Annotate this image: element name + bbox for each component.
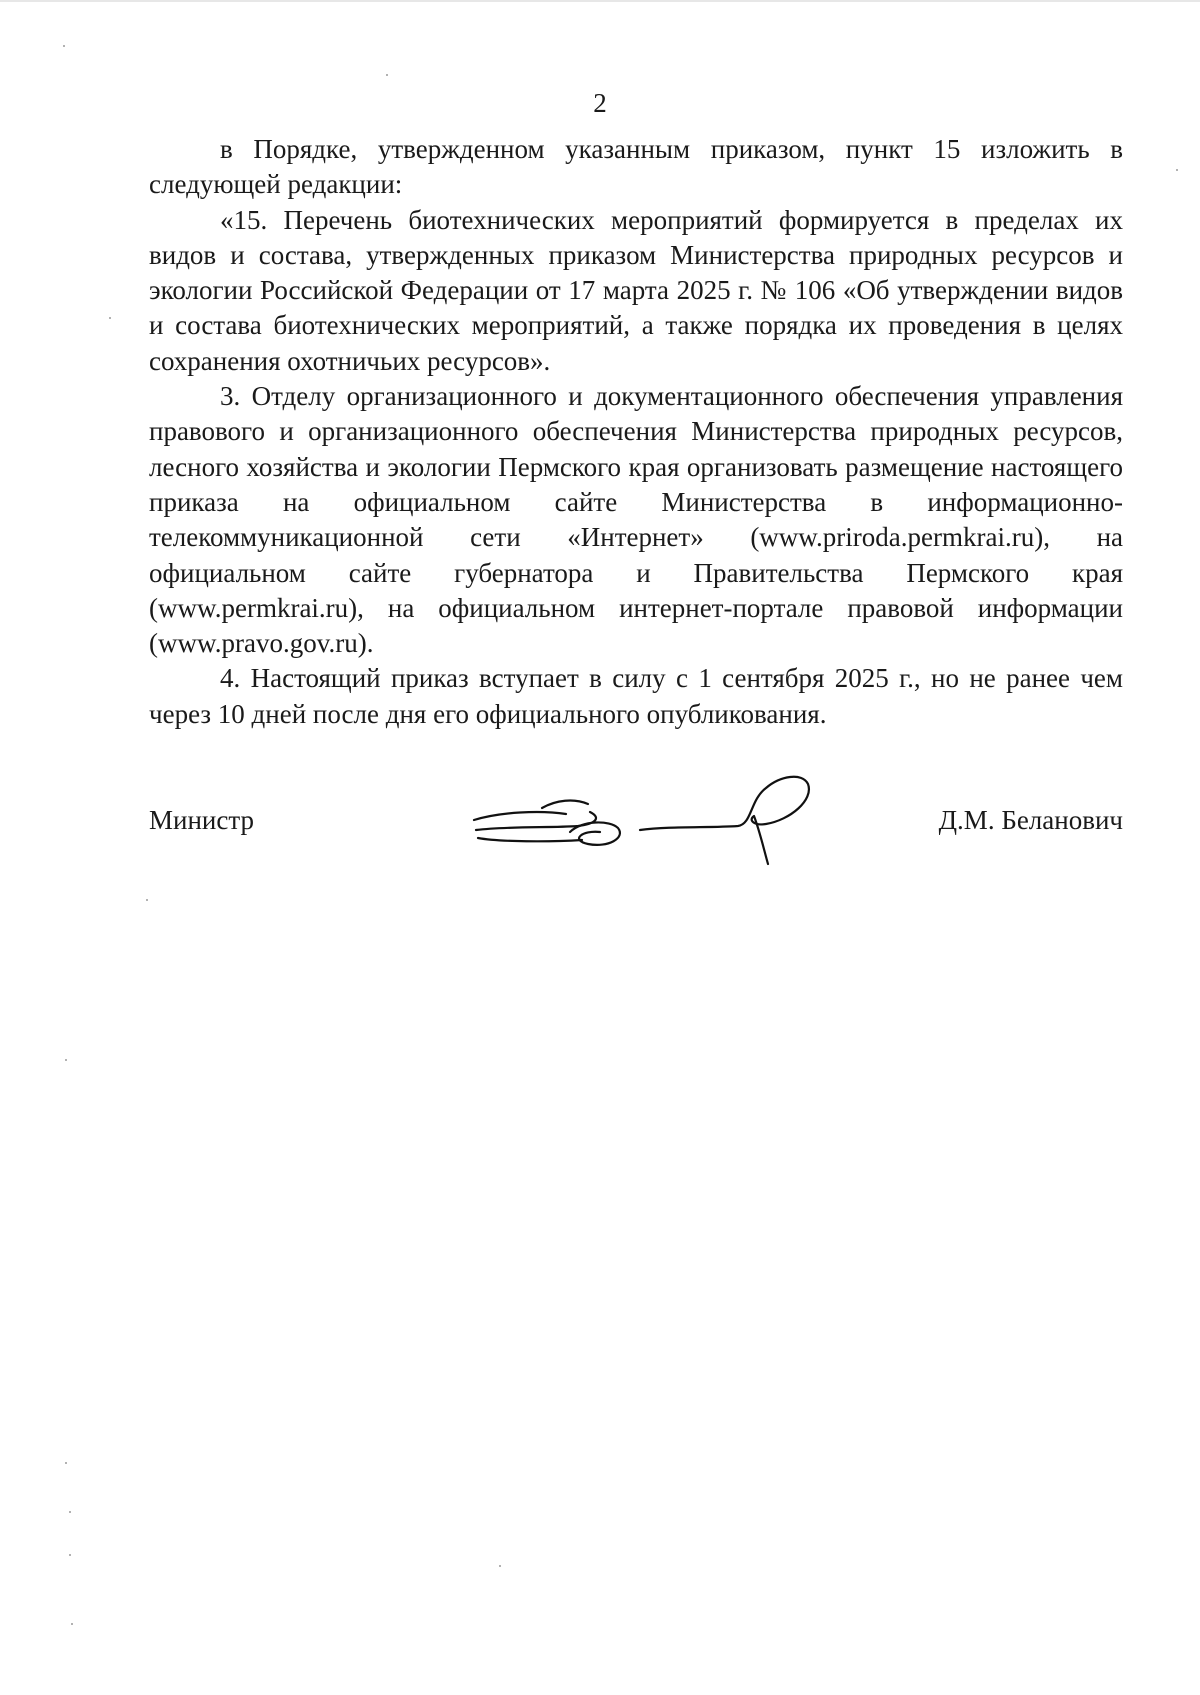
paragraph-item-4: 4. Настоящий приказ вступает в силу с 1 сентября 2025 г., но не ранее чем через 10 дней после дня его официального опубликования.	[149, 663, 1123, 729]
paragraph-order-amendment: в Порядке, утвержденном указанным приказом, пункт 15 изложить в следующей редакции:	[149, 134, 1123, 200]
signer-title: Министр	[149, 805, 254, 835]
paragraph-item-3: 3. Отделу организационного и документационного обеспечения управления правового и организационного обеспечения Министерства природных ресурсов, лесного хозяйства и экологии Пермского края организовать размещение настоящего приказа на официальном сайте Министерства в информационно-телекоммуникационной сети «Интернет» (www.priroda.permkrai.ru), на официальном сайте губернатора и Правительства Пермского края (www.permkrai.ru), на официальном интернет-портале правовой информации (www.pravo.gov.ru).	[149, 381, 1123, 659]
document-body	[149, 132, 1123, 732]
signer-name: Д.М. Беланович	[938, 805, 1123, 835]
paragraph-item-15: «15. Перечень биотехнических мероприятий формируется в пределах их видов и состава, утвержденных приказом Министерства природных ресурсов и экологии Российской Федерации от 17 марта 2025 г. № 106 «Об утверждении видов и состава биотехнических мероприятий, а также порядка их проведения в целях сохранения охотничьих ресурсов».	[149, 204, 1123, 376]
page-number: 2	[593, 88, 607, 118]
handwritten-signature-icon	[470, 760, 820, 870]
